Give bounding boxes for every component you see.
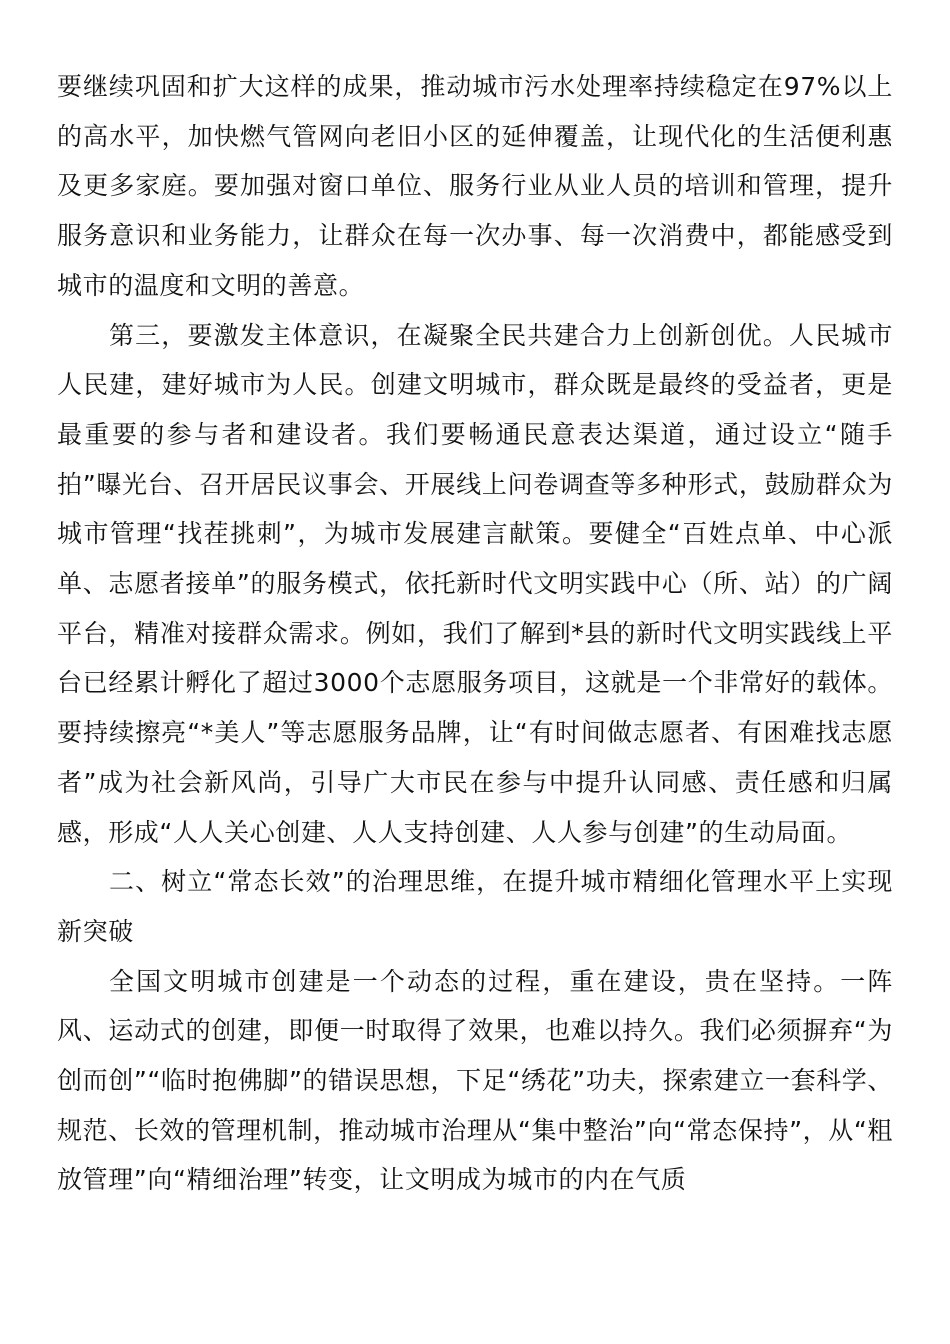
section-heading: 二、树立“常态长效”的治理思维，在提升城市精细化管理水平上实现新突破 xyxy=(57,867,893,946)
body-paragraph: 第三，要激发主体意识，在凝聚全民共建合力上创新创优。人民城市人民建，建好城市为人民。创建文明城市，群众既是最终的受益者，更是最重要的参与者和建设者。我们要畅通民意表达渠道，通过设立“随手拍”曝光台、召开居民议事会、开展线上问卷调查等多种形式，鼓励群众为城市管理“找茬挑刺”，为城市发展建言献策。要健全“百姓点单、中心派单、志愿者接单”的服务模式，依托新时代文明实践中心（所、站）的广阔平台，精准对接群众需求。例如，我们了解到*县的新时代文明实践线上平台已经累计孵化了超过3000个志愿服务项目，这就是一个非常好的载体。要持续擦亮“*美人”等志愿服务品牌，让“有时间做志愿者、有困难找志愿者”成为社会新风尚，引导广大市民在参与中提升认同感、责任感和归属感，形成“人人关心创建、人人支持创建、人人参与创建”的生动局面。 xyxy=(57,320,893,847)
body-paragraph: 全国文明城市创建是一个动态的过程，重在建设，贵在坚持。一阵风、运动式的创建，即便一时取得了效果，也难以持久。我们必须摒弃“为创而创”“临时抱佛脚”的错误思想，下足“绣花”功夫，探索建立一套科学、规范、长效的管理机制，推动城市治理从“集中整治”向“常态保持”，从“粗放管理”向“精细治理”转变，让文明成为城市的内在气质 xyxy=(57,966,893,1195)
document-body xyxy=(57,62,893,1205)
body-paragraph: 要继续巩固和扩大这样的成果，推动城市污水处理率持续稳定在97%以上的高水平，加快燃气管网向老旧小区的延伸覆盖，让现代化的生活便利惠及更多家庭。要加强对窗口单位、服务行业从业人员的培训和管理，提升服务意识和业务能力，让群众在每一次办事、每一次消费中，都能感受到城市的温度和文明的善意。 xyxy=(57,72,893,300)
